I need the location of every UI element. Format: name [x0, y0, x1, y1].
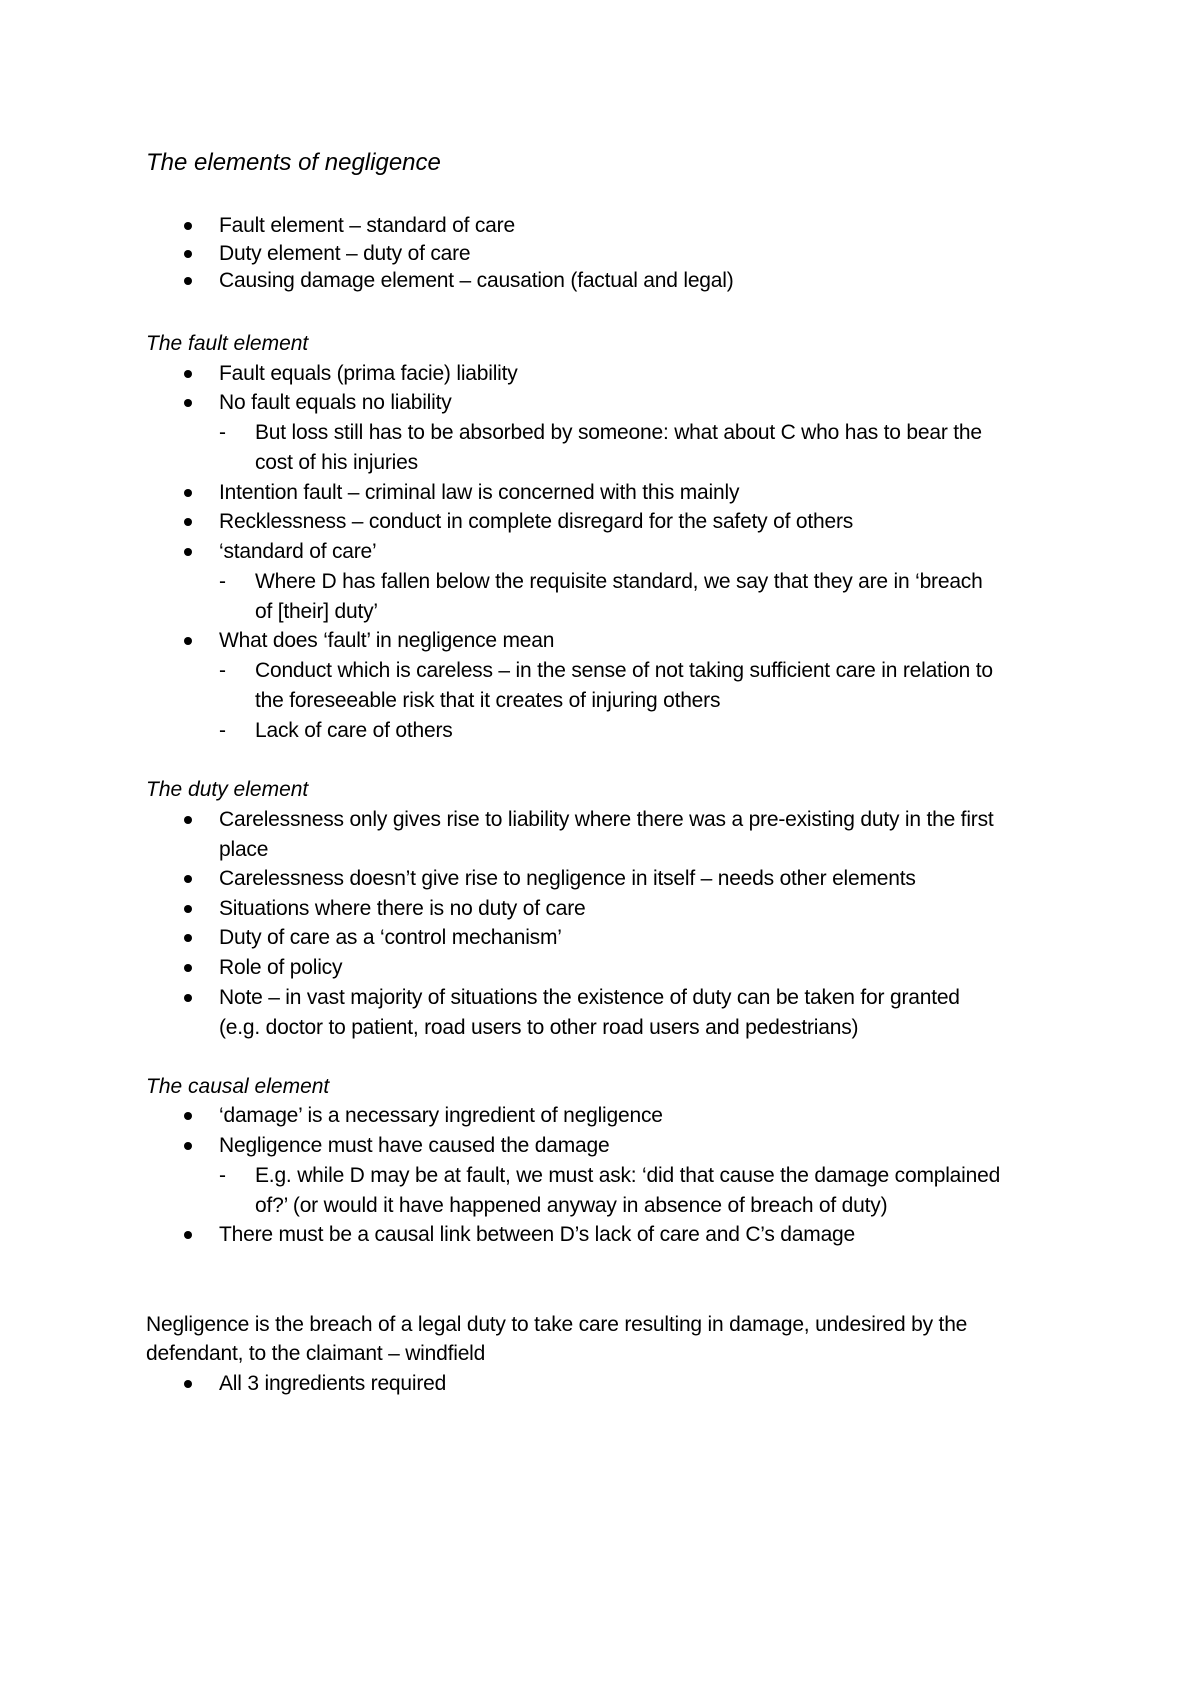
bullet-icon: [184, 548, 192, 556]
dash-marker: -: [219, 659, 226, 682]
bullet-icon: [184, 875, 192, 883]
sub-list-item-continuation: of?’ (or would it have happened anyway in absence of breach of duty): [255, 1194, 888, 1217]
bullet-icon: [184, 222, 192, 230]
bullet-icon: [184, 1380, 192, 1388]
list-item: ‘standard of care’: [219, 540, 377, 563]
sub-list-item: Lack of care of others: [255, 719, 453, 742]
sub-list-item-continuation: the foreseeable risk that it creates of injuring others: [255, 689, 721, 712]
bullet-icon: [184, 1231, 192, 1239]
section-heading-duty: The duty element: [146, 778, 309, 801]
section-heading-causal: The causal element: [146, 1075, 330, 1098]
list-item: Intention fault – criminal law is concerned with this mainly: [219, 481, 740, 504]
list-item: Negligence must have caused the damage: [219, 1134, 610, 1157]
bullet-icon: [184, 370, 192, 378]
list-item: Duty element – duty of care: [219, 242, 471, 265]
bullet-icon: [184, 250, 192, 258]
sub-list-item: But loss still has to be absorbed by someone: what about C who has to bear the: [255, 421, 982, 444]
bullet-icon: [184, 816, 192, 824]
list-item: What does ‘fault’ in negligence mean: [219, 629, 555, 652]
sub-list-item: E.g. while D may be at fault, we must ask: ‘did that cause the damage complained: [255, 1164, 1001, 1187]
list-item: Duty of care as a ‘control mechanism’: [219, 926, 562, 949]
list-item: Causing damage element – causation (factual and legal): [219, 269, 734, 292]
list-item: Carelessness only gives rise to liability where there was a pre-existing duty in the first: [219, 808, 994, 831]
list-item: No fault equals no liability: [219, 391, 452, 414]
list-item-continuation: place: [219, 838, 269, 861]
list-item-continuation: (e.g. doctor to patient, road users to other road users and pedestrians): [219, 1016, 859, 1039]
dash-marker: -: [219, 570, 226, 593]
list-item: Note – in vast majority of situations the existence of duty can be taken for granted: [219, 986, 960, 1009]
bullet-icon: [184, 1112, 192, 1120]
list-item: Situations where there is no duty of care: [219, 897, 586, 920]
list-item: All 3 ingredients required: [219, 1372, 447, 1395]
list-item: Fault equals (prima facie) liability: [219, 362, 518, 385]
bullet-icon: [184, 1142, 192, 1150]
bullet-icon: [184, 964, 192, 972]
list-item: Fault element – standard of care: [219, 214, 515, 237]
bullet-icon: [184, 277, 192, 285]
sub-list-item-continuation: of [their] duty’: [255, 600, 378, 623]
dash-marker: -: [219, 1164, 226, 1187]
sub-list-item: Where D has fallen below the requisite standard, we say that they are in ‘breach: [255, 570, 983, 593]
list-item: Recklessness – conduct in complete disregard for the safety of others: [219, 510, 854, 533]
sub-list-item-continuation: cost of his injuries: [255, 451, 418, 474]
sub-list-item: Conduct which is careless – in the sense of not taking sufficient care in relation to: [255, 659, 993, 682]
dash-marker: -: [219, 719, 226, 742]
bullet-icon: [184, 994, 192, 1002]
list-item: Role of policy: [219, 956, 343, 979]
definition-text: Negligence is the breach of a legal duty to take care resulting in damage, undesired by the: [146, 1313, 968, 1336]
list-item: There must be a causal link between D’s lack of care and C’s damage: [219, 1223, 856, 1246]
list-item: Carelessness doesn’t give rise to negligence in itself – needs other elements: [219, 867, 916, 890]
bullet-icon: [184, 489, 192, 497]
list-item: ‘damage’ is a necessary ingredient of negligence: [219, 1104, 663, 1127]
bullet-icon: [184, 399, 192, 407]
bullet-icon: [184, 934, 192, 942]
bullet-icon: [184, 518, 192, 526]
bullet-icon: [184, 905, 192, 913]
dash-marker: -: [219, 421, 226, 444]
definition-text: defendant, to the claimant – windfield: [146, 1342, 486, 1365]
section-heading-fault: The fault element: [146, 332, 309, 355]
bullet-icon: [184, 637, 192, 645]
page-title: The elements of negligence: [146, 149, 441, 176]
